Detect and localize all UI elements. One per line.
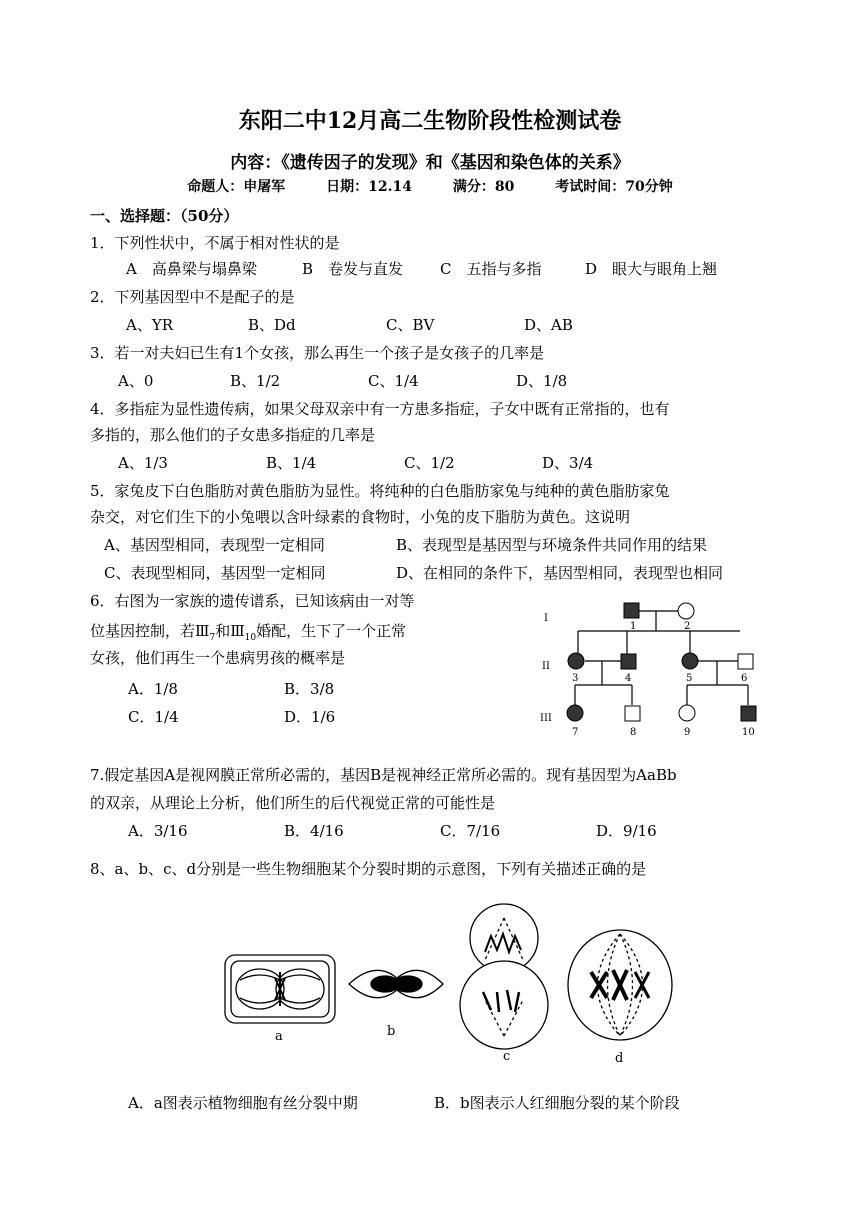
q7-option-c: C．7/16	[440, 822, 501, 840]
q7-option-a: A．3/16	[128, 822, 188, 840]
q3-option-c: C、1/4	[368, 372, 419, 390]
q2-option-d: D、AB	[524, 316, 573, 334]
q5-option-a: A、基因型相同，表现型一定相同	[104, 536, 325, 554]
q6-sub-10: 10	[244, 633, 257, 643]
exam-time: 考试时间：70分钟	[555, 179, 673, 195]
q5-stem-line1: 5．家兔皮下白色脂肪对黄色脂肪为显性。将纯种的白色脂肪家兔与纯种的黄色脂肪家兔	[90, 482, 670, 500]
q5-option-c: C、表现型相同，基因型一定相同	[104, 564, 326, 582]
exam-title: 东阳二中12月高二生物阶段性检测试卷	[238, 108, 622, 134]
q7-stem-line2: 的双亲，从理论上分析，他们所生的后代视觉正常的可能性是	[90, 794, 496, 812]
q5-option-b: B、表现型是基因型与环境条件共同作用的结果	[396, 536, 708, 554]
pedigree-figure	[530, 595, 780, 740]
pedigree-id-2: 2	[684, 621, 691, 632]
cell-b	[349, 970, 443, 997]
q6-sub-7: 7	[209, 633, 216, 643]
figure-label-c: c	[503, 1049, 511, 1064]
exam-author: 命题人：申屠军	[187, 179, 286, 195]
pedigree-id-1: 1	[630, 621, 637, 632]
pedigree-gen-label-1: I	[544, 613, 548, 624]
pedigree-id-7: 7	[572, 727, 579, 738]
q6-stem-line2	[90, 620, 406, 643]
pedigree-id-9: 9	[684, 727, 691, 738]
q2-option-b: B、Dd	[248, 316, 296, 334]
q6-stem-line3: 女孩，他们再生一个患病男孩的概率是	[90, 649, 346, 667]
q6-option-a: A．1/8	[128, 680, 178, 698]
q7-option-b: B．4/16	[284, 822, 344, 840]
pedigree-gen-label-2: II	[542, 661, 550, 672]
pedigree-gen-label-3: III	[540, 713, 552, 724]
figure-label-a: a	[275, 1029, 283, 1044]
figure-label-b: b	[387, 1024, 396, 1039]
q3-option-a: A、0	[118, 372, 154, 390]
q8-stem: 8、a、b、c、d分别是一些生物细胞某个分裂时期的示意图，下列有关描述正确的是	[90, 860, 647, 878]
q3-option-b: B、1/2	[230, 372, 281, 390]
exam-meta	[0, 176, 860, 196]
q2-option-a: A、YR	[126, 316, 174, 334]
pedigree-id-5: 5	[686, 673, 693, 684]
pedigree-individual-9	[679, 705, 695, 721]
q5-option-d: D、在相同的条件下，基因型相同，表现型也相同	[396, 564, 724, 582]
q4-option-c: C、1/2	[404, 454, 455, 472]
pedigree-individual-4	[621, 654, 636, 669]
q7-option-d: D．9/16	[596, 822, 657, 840]
cell-division-figure	[215, 900, 695, 1070]
q4-option-d: D、3/4	[542, 454, 594, 472]
cell-a	[225, 955, 335, 1023]
q1-option-b: B 卷发与直发	[302, 260, 404, 278]
pedigree-id-10: 10	[742, 727, 755, 738]
q3-stem: 3．若一对夫妇已生有1个女孩，那么再生一个孩子是女孩子的几率是	[90, 344, 545, 362]
pedigree-individual-2	[678, 603, 694, 619]
q6-option-c: C．1/4	[128, 708, 179, 726]
q6-stem-part3: 婚配，生下了一个正常	[256, 622, 407, 640]
q7-stem-line1: 7.假定基因A是视网膜正常所必需的，基因B是视神经正常所必需的。现有基因型为AaBb	[90, 766, 677, 784]
pedigree-individual-1	[624, 603, 639, 618]
q2-stem: 2．下列基因型中不是配子的是	[90, 288, 295, 306]
section-title: 一、选择题：（50分）	[90, 207, 239, 225]
cell-c	[460, 904, 548, 1049]
q1-option-a: A 高鼻梁与塌鼻梁	[126, 260, 257, 278]
q5-stem-line2: 杂交，对它们生下的小兔喂以含叶绿素的食物时，小兔的皮下脂肪为黄色。这说明	[90, 508, 631, 526]
q4-option-a: A、1/3	[118, 454, 168, 472]
q6-stem-part1: 位基因控制，若Ⅲ	[90, 622, 210, 640]
q6-option-d: D．1/6	[284, 708, 336, 726]
q6-stem-part2: 和Ⅲ	[215, 622, 245, 640]
exam-score: 满分：80	[452, 179, 515, 195]
q8-option-b: B．b图表示人红细胞分裂的某个阶段	[434, 1094, 680, 1112]
pedigree-id-4: 4	[625, 673, 632, 684]
pedigree-individual-10	[741, 706, 756, 721]
q4-stem-line2: 多指的，那么他们的子女患多指症的几率是	[90, 426, 376, 444]
q6-stem-line1: 6．右图为一家族的遗传谱系，已知该病由一对等	[90, 592, 415, 610]
q4-stem-line1: 4．多指症为显性遗传病，如果父母双亲中有一方患多指症，子女中既有正常指的，也有	[90, 400, 670, 418]
q2-option-c: C、BV	[386, 316, 435, 334]
pedigree-individual-8	[625, 706, 640, 721]
pedigree-id-8: 8	[630, 727, 637, 738]
q1-option-c: C 五指与多指	[440, 260, 542, 278]
q1-stem: 1．下列性状中，不属于相对性状的是	[90, 234, 340, 252]
q6-option-b: B．3/8	[284, 680, 335, 698]
pedigree-individual-6	[738, 654, 753, 669]
exam-subtitle: 内容：《遗传因子的发现》和《基因和染色体的关系》	[230, 153, 630, 173]
pedigree-id-6: 6	[741, 673, 748, 684]
pedigree-individual-5	[682, 653, 698, 669]
q8-option-a: A．a图表示植物细胞有丝分裂中期	[128, 1094, 358, 1112]
q1-option-d: D 眼大与眼角上翘	[585, 260, 718, 278]
q4-option-b: B、1/4	[266, 454, 317, 472]
exam-date: 日期：12.14	[326, 179, 412, 195]
figure-label-d: d	[615, 1051, 624, 1066]
q3-option-d: D、1/8	[516, 372, 568, 390]
pedigree-individual-7	[567, 705, 583, 721]
pedigree-individual-3	[568, 653, 584, 669]
cell-d	[568, 930, 672, 1040]
pedigree-id-3: 3	[572, 673, 579, 684]
